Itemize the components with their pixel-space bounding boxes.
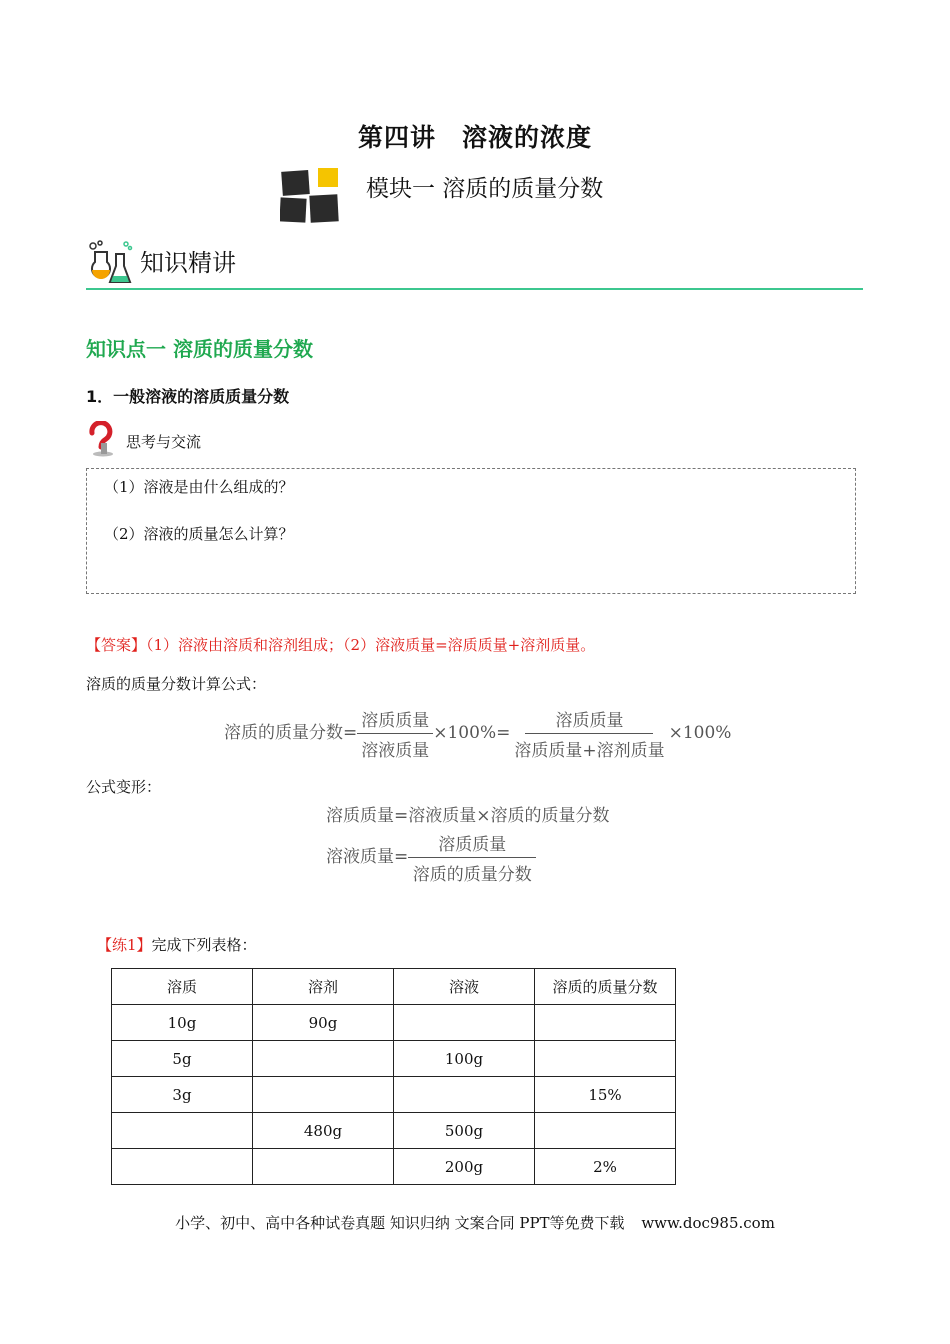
formula1-mid: ×100%= xyxy=(433,723,511,743)
formula1-fraction-2 xyxy=(510,706,668,761)
table-header: 溶质 xyxy=(112,969,253,1005)
table-cell xyxy=(394,1005,535,1041)
mass-fraction-formula xyxy=(224,706,731,761)
table-row xyxy=(112,1149,676,1185)
table-cell: 10g xyxy=(112,1005,253,1041)
formula3-denominator: 溶质的质量分数 xyxy=(412,865,532,885)
formula1-f2-denominator: 溶质质量+溶剂质量 xyxy=(514,741,665,761)
practice-table xyxy=(111,968,676,1185)
table-cell: 2% xyxy=(535,1149,676,1185)
formula3-fraction xyxy=(408,830,536,885)
formula3-lhs: 溶液质量= xyxy=(326,847,409,867)
table-row xyxy=(112,1041,676,1077)
think-discuss-label: 思考与交流 xyxy=(126,433,202,451)
solution-mass-formula xyxy=(326,830,536,885)
table-cell: 100g xyxy=(394,1041,535,1077)
table-header: 溶剂 xyxy=(253,969,394,1005)
page-title: 第四讲 溶液的浓度 xyxy=(357,123,592,152)
table-cell: 480g xyxy=(253,1113,394,1149)
subsection-title: 1．一般溶液的溶质质量分数 xyxy=(86,387,290,406)
table-cell xyxy=(112,1149,253,1185)
formula1-lhs: 溶质的质量分数= xyxy=(224,723,358,743)
table-header: 溶液 xyxy=(394,969,535,1005)
formula1-f1-denominator: 溶液质量 xyxy=(361,741,430,761)
answer-text: 【答案】（1）溶液由溶质和溶剂组成；（2）溶液质量=溶质质量+溶剂质量。 xyxy=(86,636,596,654)
question-mark-icon xyxy=(86,421,116,457)
table-cell xyxy=(535,1041,676,1077)
table-cell: 15% xyxy=(535,1077,676,1113)
formula1-tail: ×100% xyxy=(668,723,732,743)
practice-text: 完成下列表格： xyxy=(151,936,257,954)
formula-intro: 溶质的质量分数计算公式： xyxy=(86,675,267,693)
footer-url[interactable]: www.doc985.com xyxy=(641,1214,775,1232)
table-cell xyxy=(394,1077,535,1113)
table-row xyxy=(112,1113,676,1149)
formula1-fraction-1 xyxy=(357,706,433,761)
module-title: 模块一 溶质的质量分数 xyxy=(366,176,604,202)
module-blocks-icon xyxy=(280,168,340,224)
table-header-row xyxy=(112,969,676,1005)
question-1: （1）溶液是由什么组成的？ xyxy=(104,478,294,496)
solute-mass-formula: 溶质质量=溶液质量×溶质的质量分数 xyxy=(326,806,610,826)
footer-text: 小学、初中、高中各种试卷真题 知识归纳 文案合同 PPT等免费下载 xyxy=(175,1214,625,1232)
table-row xyxy=(112,1005,676,1041)
variation-label: 公式变形： xyxy=(86,778,162,796)
table-cell xyxy=(253,1041,394,1077)
formula1-f1-numerator: 溶质质量 xyxy=(357,706,433,734)
section-divider xyxy=(86,288,863,290)
page-footer xyxy=(0,1212,950,1233)
formula1-f2-numerator: 溶质质量 xyxy=(525,706,653,734)
table-cell xyxy=(535,1005,676,1041)
formula3-numerator: 溶质质量 xyxy=(408,830,536,858)
section-title: 知识精讲 xyxy=(140,249,236,277)
practice-heading xyxy=(97,934,257,955)
table-cell xyxy=(112,1113,253,1149)
table-cell: 3g xyxy=(112,1077,253,1113)
lab-flask-icon xyxy=(86,238,134,286)
practice-tag: 【练1】 xyxy=(97,936,152,954)
table-cell: 200g xyxy=(394,1149,535,1185)
question-2: （2）溶液的质量怎么计算？ xyxy=(104,525,294,543)
table-cell: 5g xyxy=(112,1041,253,1077)
table-cell: 500g xyxy=(394,1113,535,1149)
table-row xyxy=(112,1077,676,1113)
table-header: 溶质的质量分数 xyxy=(535,969,676,1005)
table-cell xyxy=(253,1077,394,1113)
table-cell: 90g xyxy=(253,1005,394,1041)
table-cell xyxy=(535,1113,676,1149)
knowledge-point-title: 知识点一 溶质的质量分数 xyxy=(86,337,313,361)
table-cell xyxy=(253,1149,394,1185)
